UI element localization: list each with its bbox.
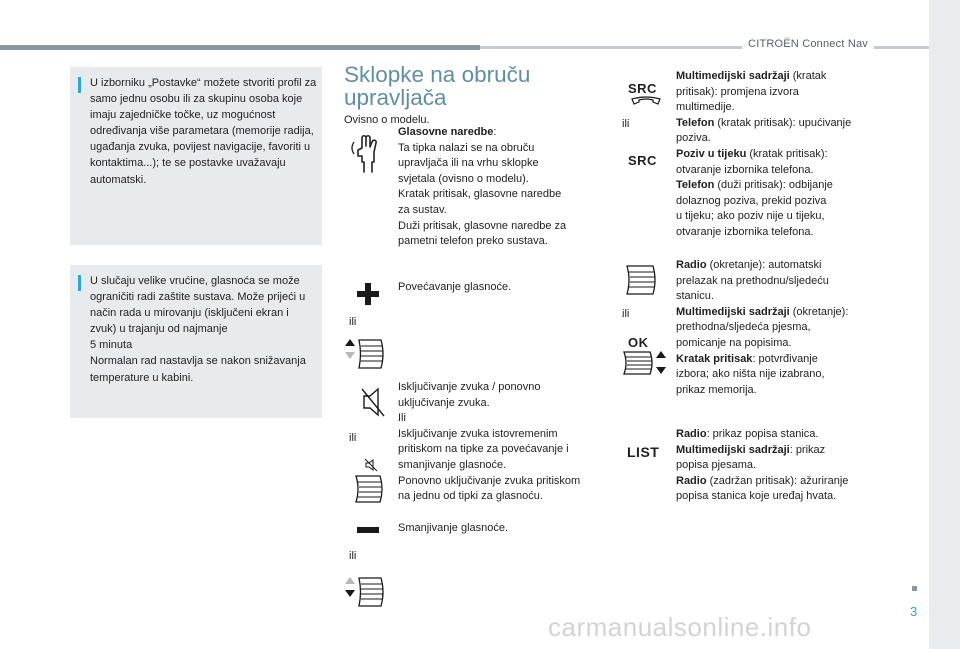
text-line: otvaranje izbornika telefona. [676, 225, 814, 238]
src-button-label: SRC [628, 81, 657, 96]
or-label: ili [349, 316, 357, 328]
or-label: ili [349, 550, 357, 562]
text-line: pritiskom na tipke za povećavanje i [398, 443, 569, 456]
text-line: otvaranje izbornika telefona. [676, 163, 814, 176]
minus-icon [357, 526, 379, 534]
text-line: prethodna/sljedeća pjesma, [676, 321, 811, 334]
section-title [344, 63, 530, 109]
voice-command-text [398, 125, 566, 250]
header-rule [0, 45, 480, 50]
continuation-marker [912, 586, 917, 591]
scroll-wheel-icon [352, 474, 386, 504]
bold-term: Telefon [676, 116, 715, 129]
info-note-text: U slučaju velike vrućine, glasnoća se može ograničiti radi zaštite sustava. Može prijeći u način rada u mirovanju (isključeni ekran i zvuk) u trajanju od najmanje 5 minuta Normalan rad nastavlja se nakon snižavanja temperature u kabini. [90, 275, 306, 384]
header-title: CITROËN Connect Nav [742, 38, 874, 50]
scroll-wheel-up-icon [345, 337, 387, 371]
text-span: (zadržan pritisak): ažuriranje [706, 474, 849, 487]
text-line: Isključivanje zvuka / ponovno [398, 381, 541, 393]
info-marker-icon [78, 77, 81, 93]
list-text [676, 427, 848, 505]
volume-up-text: Povećavanje glasnoće. [398, 281, 512, 293]
text-line: multimedije. [676, 101, 735, 114]
bold-term: Multimedijski sadržaji [676, 305, 790, 318]
text-span: (okretanje): [789, 305, 849, 318]
src-text [676, 69, 851, 241]
text-line: za sustav. [398, 203, 447, 216]
text-line: prikaz memorija. [676, 383, 757, 396]
ok-button-label: OK [628, 335, 649, 350]
section-title-line: upravljača [344, 85, 447, 110]
text-line: Ponovno uključivanje zvuka pritiskom [398, 474, 581, 487]
text-line: uključivanje zvuka. [398, 396, 490, 409]
section-title-line: Sklopke na obruču [344, 62, 531, 87]
bold-term: Poziv u tijeku [676, 147, 747, 160]
text-line: pametni telefon preko sustava. [398, 235, 548, 248]
list-button-label: LIST [627, 444, 660, 460]
text-line: popisa pjesama. [676, 459, 757, 472]
bold-term: Multimedijski sadržaji [676, 443, 790, 456]
info-note-text: U izborniku „Postavke“ možete stvoriti profil za samo jednu osobu ili za skupinu osoba koje imaju zajedničke točke, uz mogućnost određivanja više parametara (memorije radija, ugađanja zvuka, povijest navigacije, favoriti u kontaktima...); te se postavke uvažavaju automatski. [90, 77, 317, 186]
page-edge-strip [929, 0, 960, 649]
bold-term: Radio [676, 259, 707, 271]
volume-down-text: Smanjivanje glasnoće. [398, 522, 509, 534]
section-subtitle: Ovisno o modelu. [344, 114, 430, 126]
text-line: svjetala (ovisno o modelu). [398, 172, 529, 185]
text-line: upravljača ili na vrhu sklopke [398, 157, 539, 170]
text-line: prelazak na prethodnu/sljedeću [676, 274, 829, 287]
text-line: pritisak): promjena izvora [676, 85, 799, 98]
scroll-wheel-down-icon [345, 575, 387, 609]
src-button-label: SRC [628, 153, 657, 168]
text-span: (kratak pritisak): upućivanje [714, 116, 852, 129]
info-note [70, 265, 322, 418]
text-span: (duži pritisak): odbijanje [714, 179, 833, 192]
voice-command-label: Glasovne naredbe [398, 126, 494, 138]
text-line: dolaznog poziva, prekid poziva [676, 194, 827, 207]
text-line: stanicu. [676, 290, 714, 303]
text-line: Duži pritisak, glasovne naredbe za [398, 219, 567, 232]
text-span: (okretanje): automatski [706, 259, 822, 271]
scroll-wheel-icon [623, 263, 659, 297]
or-label: ili [349, 432, 357, 444]
text-line: pomicanje na popisima. [676, 336, 792, 349]
watermark: carmanualsonline.info [548, 612, 812, 642]
plus-icon [357, 283, 379, 305]
or-label: ili [622, 308, 630, 320]
voice-command-icon [350, 132, 386, 176]
text-line: Ta tipka nalazi se na obruču [398, 141, 535, 154]
text-line: Isključivanje zvuka istovremenim [398, 427, 558, 440]
bold-term: Multimedijski sadržaji [676, 70, 790, 82]
mute-small-icon [364, 458, 378, 472]
bold-term: Telefon [676, 179, 715, 192]
bold-term: Radio [676, 428, 707, 440]
scroll-wheel-ok-icon [622, 350, 668, 376]
page-number: 3 [910, 604, 918, 619]
text-line: Ili [398, 412, 406, 425]
text-span: : potvrđivanje [752, 352, 818, 365]
phone-handset-icon [631, 96, 661, 106]
info-note [70, 67, 322, 245]
text-span: (kratak pritisak): [746, 147, 828, 160]
text-span: : prikaz popisa stanica. [706, 428, 819, 440]
text-line: na jednu od tipki za glasnoću. [398, 490, 543, 503]
text-span: (kratak [789, 70, 827, 82]
mute-text [398, 380, 580, 505]
bold-term: Radio [676, 474, 707, 487]
voice-colon: : [493, 126, 497, 138]
bold-term: Kratak pritisak [676, 352, 753, 365]
text-line: Kratak pritisak, glasovne naredbe [398, 188, 562, 201]
text-line: popisa stanica koje uređaj hvata. [676, 490, 837, 503]
info-marker-icon [78, 275, 81, 291]
mute-icon [360, 386, 386, 418]
text-line: izbora; ako ništa nije izabrano, [676, 368, 825, 381]
text-line: smanjivanje glasnoće. [398, 458, 507, 471]
or-label: ili [622, 118, 630, 130]
text-line: u tijeku; ako poziv nije u tijeku, [676, 210, 825, 223]
text-line: poziva. [676, 132, 711, 145]
text-span: : prikaz [789, 443, 826, 456]
wheel-text [676, 258, 848, 398]
